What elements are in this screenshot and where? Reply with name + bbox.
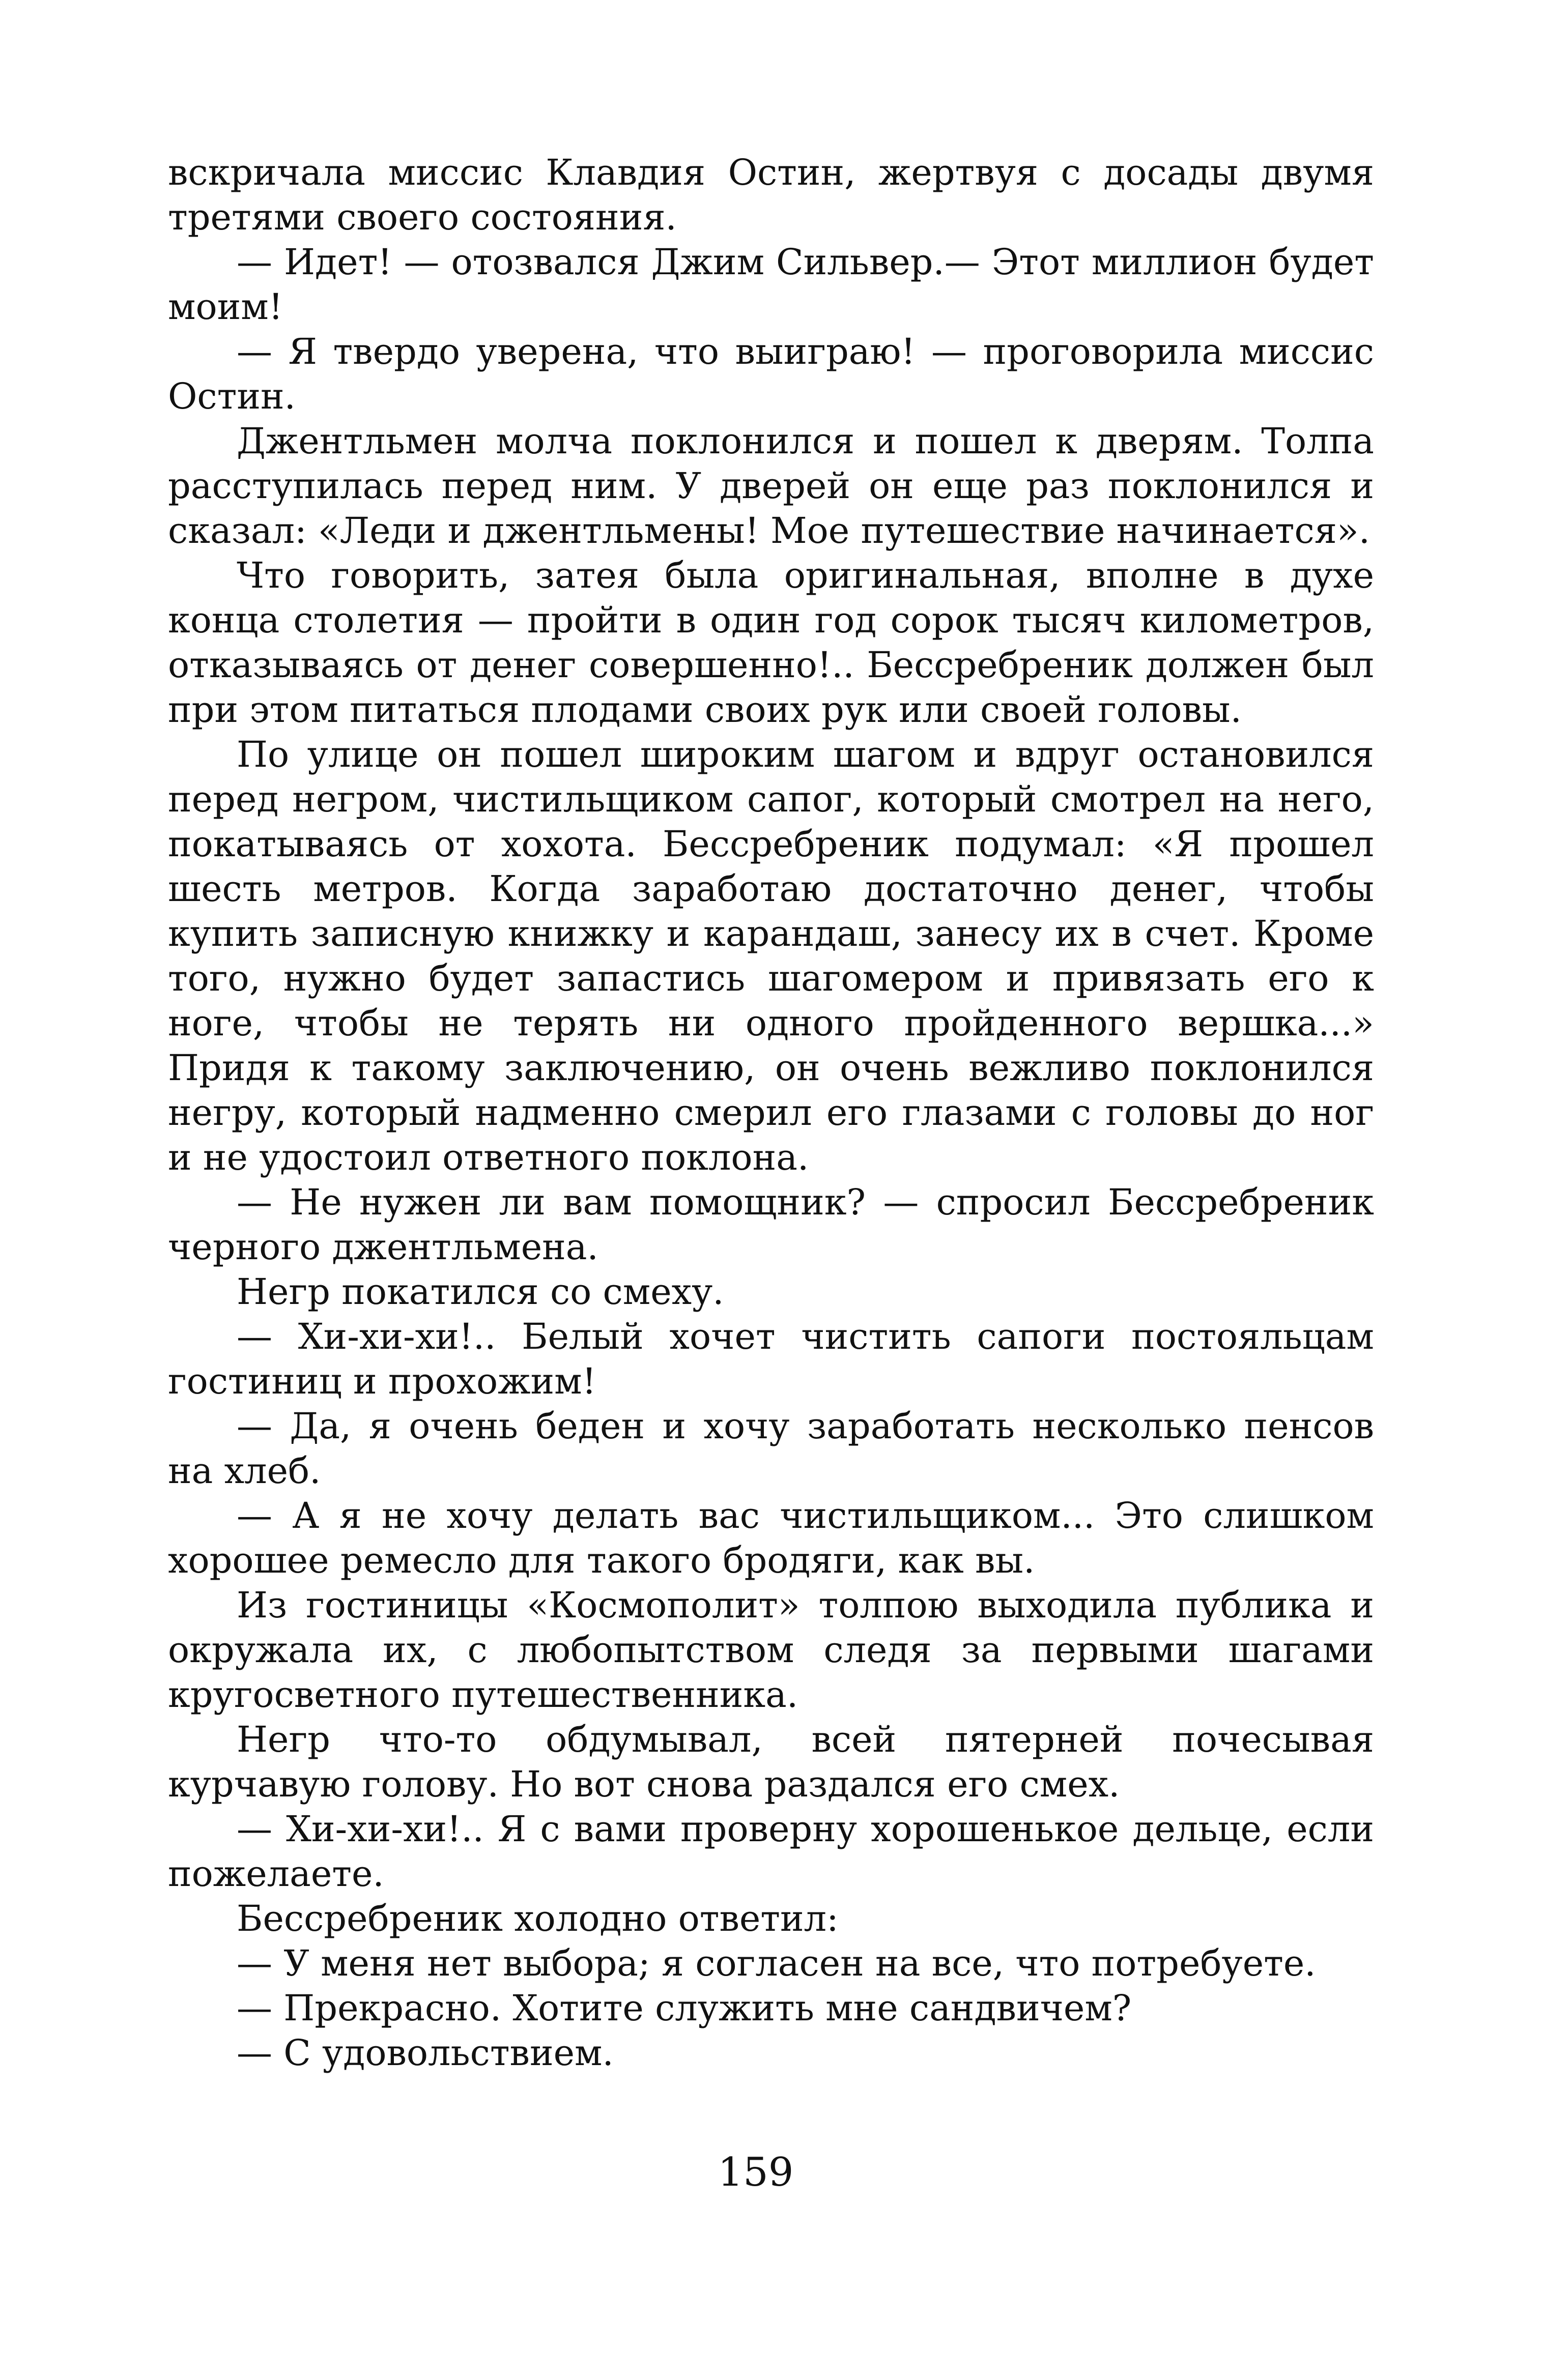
page-number: 159 xyxy=(718,2150,794,2195)
paragraph-15: Бессребреник холодно ответил: xyxy=(237,1898,839,1939)
paragraph-4: Джентльмен молча поклонился и пошел к дверям. Толпа расступилась перед ним. У дверей он еще раз поклонился и сказал: «Леди и джентльмены! Мое путешествие начинается». xyxy=(168,420,1374,552)
paragraph-16: — У меня нет выбора; я согласен на все, что потребуете. xyxy=(237,1942,1316,1984)
paragraph-18: — С удовольствием. xyxy=(237,2032,614,2074)
paragraph-10: — Да, я очень беден и хочу заработать несколько пенсов на хлеб. xyxy=(168,1405,1374,1492)
page-body xyxy=(168,150,1374,2075)
paragraph-11: — А я не хочу делать вас чистильщиком... Это слишком хорошее ремесло для такого бродяги, как вы. xyxy=(168,1495,1374,1581)
paragraph-1: вскричала миссис Клавдия Остин, жертвуя с досады двумя третями своего состояния. xyxy=(168,152,1374,238)
paragraph-9: — Хи-хи-хи!.. Белый хочет чистить сапоги постояльцам гостиниц и прохожим! xyxy=(168,1316,1374,1402)
paragraph-12: Из гостиницы «Космополит» толпою выходила публика и окружала их, с любопытством следя за первыми шагами кругосветного путешественника. xyxy=(168,1584,1374,1716)
paragraph-5: Что говорить, затея была оригинальная, вполне в духе конца столетия — пройти в один год сорок тысяч километров, отказываясь от денег совершенно!.. Бессребреник должен был при этом питаться плодами своих рук или своей головы. xyxy=(168,555,1374,731)
paragraph-14: — Хи-хи-хи!.. Я с вами проверну хорошенькое дельце, если пожелаете. xyxy=(168,1808,1374,1895)
paragraph-8: Негр покатился со смеху. xyxy=(237,1271,724,1313)
paragraph-7: — Не нужен ли вам помощник? — спросил Бессребреник черного джентльмена. xyxy=(168,1181,1374,1268)
paragraph-3: — Я твердо уверена, что выиграю! — проговорила миссис Остин. xyxy=(168,331,1374,417)
paragraph-17: — Прекрасно. Хотите служить мне сандвичем? xyxy=(237,1987,1132,2029)
paragraph-2: — Идет! — отозвался Джим Сильвер.— Этот миллион будет моим! xyxy=(168,241,1374,328)
paragraph-13: Негр что-то обдумывал, всей пятерней почесывая курчавую голову. Но вот снова раздался его смех. xyxy=(168,1719,1374,1805)
paragraph-6: По улице он пошел широким шагом и вдруг остановился перед негром, чистильщиком сапог, который смотрел на него, покатываясь от хохота. Бессребреник подумал: «Я прошел шесть метров. Когда заработаю достаточно денег, чтобы купить записную книжку и карандаш, занесу их в счет. Кроме того, нужно будет запастись шагомером и привязать его к ноге, чтобы не терять ни одного пройденного вершка...» Придя к такому заключению, он очень вежливо поклонился негру, который надменно смерил его глазами с головы до ног и не удостоил ответного поклона. xyxy=(168,734,1374,1178)
